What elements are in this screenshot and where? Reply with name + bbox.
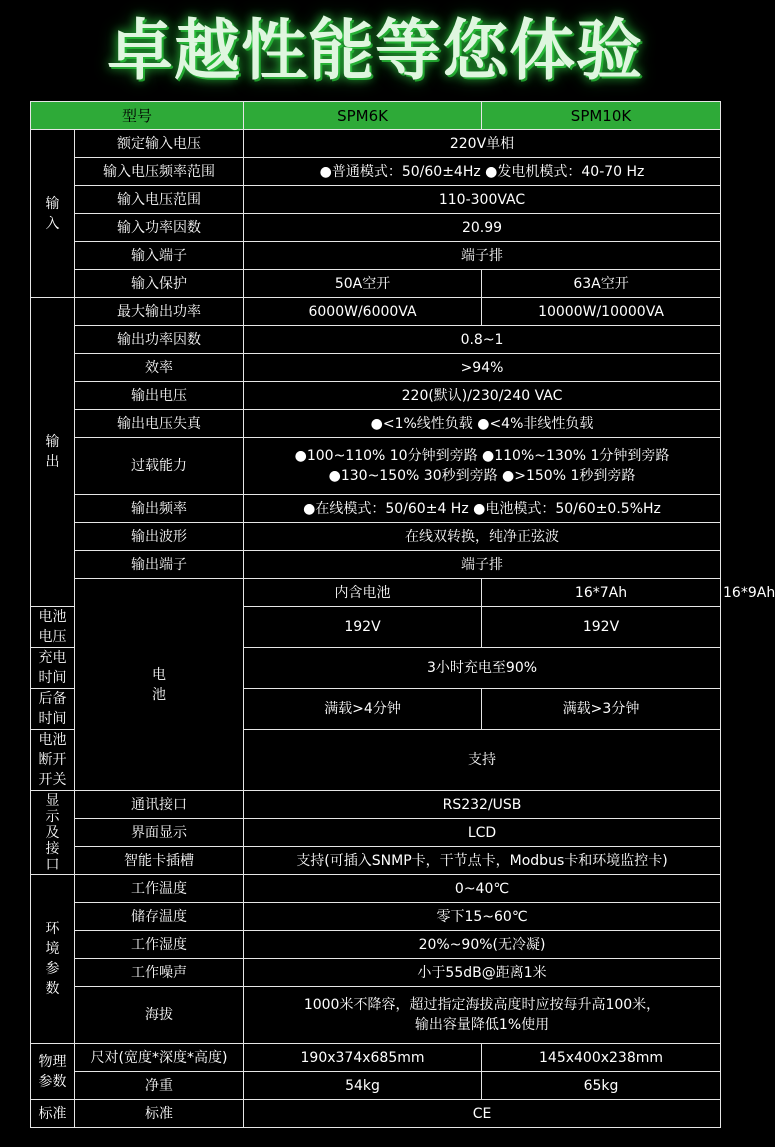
row-value-line: ●130~150% 30秒到旁路 ●>150% 1秒到旁路 [328, 468, 636, 484]
table-row [31, 186, 721, 214]
row-label: 工作温度 [75, 875, 244, 903]
row-label: 输出端子 [75, 551, 244, 579]
row-label: 净重 [75, 1072, 244, 1100]
row-value: CE [244, 1100, 721, 1128]
group-output [31, 298, 75, 607]
row-label: 输出波形 [75, 523, 244, 551]
row-value-a: 54kg [244, 1072, 482, 1100]
row-label: 后备时间 [31, 689, 75, 730]
row-value-b: 65kg [482, 1072, 721, 1100]
table-row [31, 1100, 721, 1128]
row-label: 工作湿度 [75, 931, 244, 959]
row-label: 工作噪声 [75, 959, 244, 987]
group-char: 出 [45, 454, 60, 470]
row-value: 0~40℃ [244, 875, 721, 903]
row-value: 端子排 [244, 242, 721, 270]
table-row [31, 987, 721, 1044]
table-row [31, 791, 721, 819]
table-row [31, 551, 721, 579]
table-row [31, 242, 721, 270]
row-value: LCD [244, 819, 721, 847]
row-value-b: 10000W/10000VA [482, 298, 721, 326]
row-value-line: ●100~110% 10分钟到旁路 ●110%~130% 1分钟到旁路 [294, 448, 670, 464]
table-row [31, 495, 721, 523]
row-label: 海拔 [75, 987, 244, 1044]
group-char: 输 [45, 195, 60, 212]
row-label: 电池电压 [31, 607, 75, 648]
row-value-b: 满载>3分钟 [482, 689, 721, 730]
table-row [31, 959, 721, 987]
table-row [31, 354, 721, 382]
row-label: 输入电压频率范围 [75, 158, 244, 186]
group-char: 数 [45, 981, 60, 997]
spec-table [30, 101, 775, 1128]
row-value-a: 6000W/6000VA [244, 298, 482, 326]
row-label: 输出电压 [75, 382, 244, 410]
table-header-row [31, 102, 721, 130]
row-value: RS232/USB [244, 791, 721, 819]
row-label: 最大输出功率 [75, 298, 244, 326]
row-value: 3小时充电至90% [244, 648, 721, 689]
group-char: 示 [45, 808, 60, 825]
row-label: 电池断开开关 [31, 730, 75, 791]
group-char: 及 [45, 824, 60, 841]
table-row [31, 875, 721, 903]
row-label: 界面显示 [75, 819, 244, 847]
row-label: 内含电池 [244, 579, 482, 607]
row-value: 在线双转换，纯净正弦波 [244, 523, 721, 551]
table-row: 电 池 内含电池 16*7Ah 16*9Ah [31, 579, 721, 607]
table-row [31, 438, 721, 495]
group-char: 池 [152, 686, 166, 703]
row-value: ●在线模式：50/60±4 Hz ●电池模式：50/60±0.5%Hz [244, 495, 721, 523]
row-label: 充电时间 [31, 648, 75, 689]
table-row [31, 158, 721, 186]
group-char: 显 [45, 792, 60, 809]
row-value [244, 987, 721, 1044]
group-char: 电 [152, 666, 166, 683]
table-row [31, 847, 721, 875]
row-label: 输出频率 [75, 495, 244, 523]
row-label: 效率 [75, 354, 244, 382]
group-display [31, 791, 75, 875]
table-row [31, 270, 721, 298]
row-value: 20%~90%(无冷凝) [244, 931, 721, 959]
group-char: 输 [45, 434, 60, 450]
row-value: 支持 [244, 730, 721, 791]
table-row [31, 1072, 721, 1100]
group-standard [31, 1100, 75, 1128]
table-row [31, 903, 721, 931]
header-model-b: SPM10K [482, 102, 721, 130]
group-char: 物理 [38, 1053, 67, 1070]
row-value [244, 438, 721, 495]
row-label: 额定输入电压 [75, 130, 244, 158]
row-label: 标准 [75, 1100, 244, 1128]
table-row [31, 410, 721, 438]
row-value-line: 输出容量降低1%使用 [414, 1017, 550, 1033]
row-label: 储存温度 [75, 903, 244, 931]
group-char: 参 [45, 961, 60, 977]
row-value: ●<1%线性负载 ●<4%非线性负载 [244, 410, 721, 438]
table-row [31, 130, 721, 158]
row-label: 尺对(宽度*深度*高度) [75, 1044, 244, 1072]
table-row [31, 326, 721, 354]
row-value: 20.99 [244, 214, 721, 242]
row-label: 输入保护 [75, 270, 244, 298]
table-row [31, 931, 721, 959]
row-value-a: 192V [244, 607, 482, 648]
header-model-a: SPM6K [244, 102, 482, 130]
row-value: 支持(可插入SNMP卡，干节点卡，Modbus卡和环境监控卡) [244, 847, 721, 875]
row-value-b: 192V [482, 607, 721, 648]
group-char: 参数 [38, 1073, 67, 1090]
group-char: 标准 [38, 1105, 67, 1122]
row-label: 输出电压失真 [75, 410, 244, 438]
table-row [31, 214, 721, 242]
table-row [31, 819, 721, 847]
header-model-label: 型号 [31, 102, 244, 130]
row-value-a: 190x374x685mm [244, 1044, 482, 1072]
row-label: 输入功率因数 [75, 214, 244, 242]
table-row [31, 298, 721, 326]
group-battery [75, 579, 244, 791]
group-env [31, 875, 75, 1044]
group-char: 入 [45, 215, 60, 232]
group-char: 口 [45, 856, 60, 873]
row-value: 110-300VAC [244, 186, 721, 214]
row-value-a: 16*7Ah [482, 579, 721, 607]
row-value: 0.8~1 [244, 326, 721, 354]
row-value: 端子排 [244, 551, 721, 579]
group-char: 接 [45, 840, 60, 857]
group-char: 境 [45, 941, 60, 957]
row-value: 220(默认)/230/240 VAC [244, 382, 721, 410]
row-label: 输入电压范围 [75, 186, 244, 214]
row-value-b: 145x400x238mm [482, 1044, 721, 1072]
row-label: 智能卡插槽 [75, 847, 244, 875]
row-value: 小于55dB@距离1米 [244, 959, 721, 987]
row-label: 过载能力 [75, 438, 244, 495]
group-physical [31, 1044, 75, 1100]
row-value-b: 63A空开 [482, 270, 721, 298]
row-value-line: 1000米不降容，超过指定海拔高度时应按每升高100米， [303, 997, 661, 1013]
row-value: 零下15~60℃ [244, 903, 721, 931]
table-row [31, 1044, 721, 1072]
page-title: 卓越性能等您体验 [107, 12, 643, 89]
row-label: 输出功率因数 [75, 326, 244, 354]
row-label: 输入端子 [75, 242, 244, 270]
row-value: >94% [244, 354, 721, 382]
table-row [31, 523, 721, 551]
row-value-a: 满载>4分钟 [244, 689, 482, 730]
group-char: 环 [45, 921, 60, 937]
group-input [31, 130, 75, 298]
row-value-a: 50A空开 [244, 270, 482, 298]
table-row [31, 382, 721, 410]
row-value: 220V单相 [244, 130, 721, 158]
row-value: ●普通模式：50/60±4Hz ●发电机模式：40-70 Hz [244, 158, 721, 186]
row-label: 通讯接口 [75, 791, 244, 819]
